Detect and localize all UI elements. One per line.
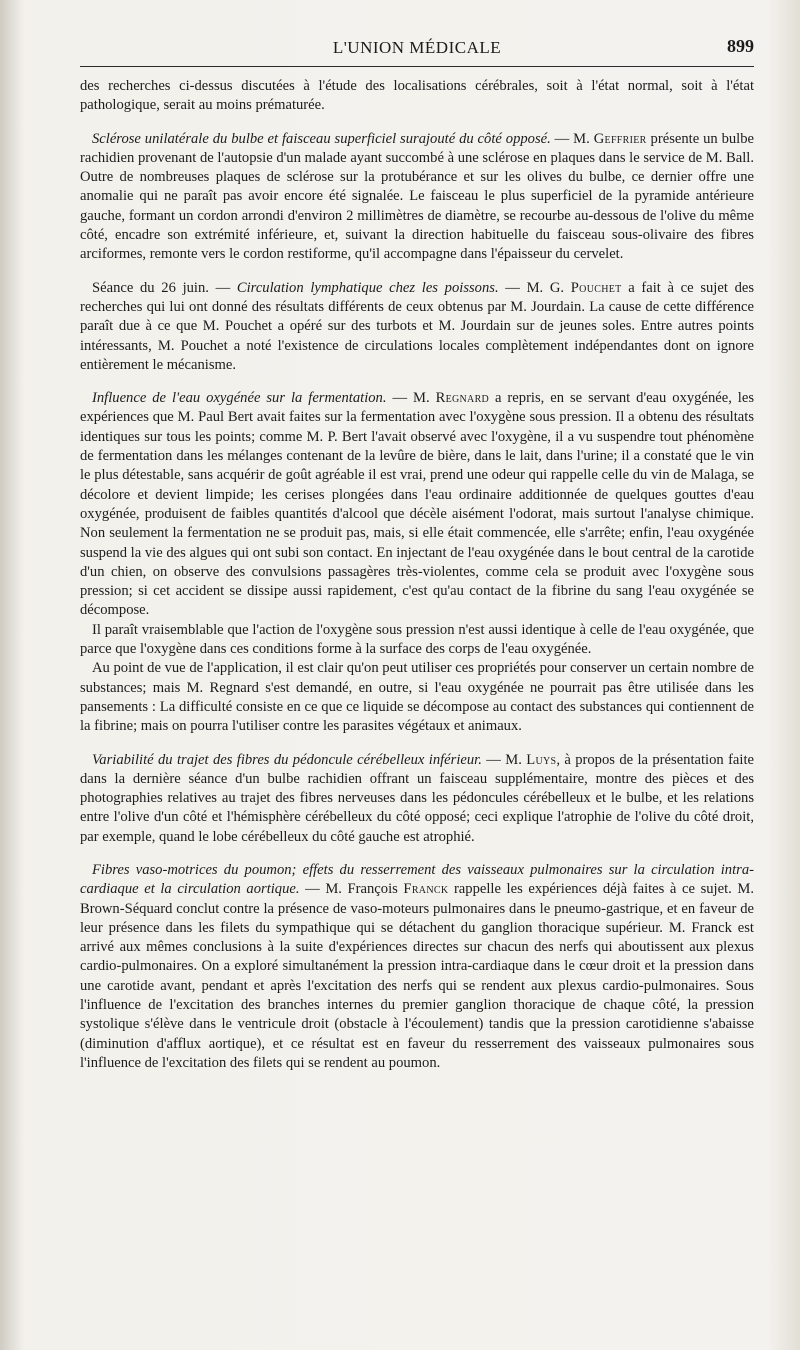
title-dash: — M. xyxy=(550,130,594,147)
paragraph-oxygen-action xyxy=(80,621,754,660)
paragraph-text: présente un bulbe rachidien provenant de l'autopsie d'un malade ayant succombé à une sclérose en plaques dans le service de M. Ball. Outre de nombreuses plaques de sclérose sur la protubérance et sur les olives du bulbe, ce dernier offre une anomalie qui ne paraît pas avoir encore été signalée. Le faisceau le plus superficiel de la pyramide antérieure gauche, formant un cordon arrondi d'environ 2 millimètres de diamètre, se recourbe au-dessous de l'olive du même côté, encadre son extrémité inférieure, et, suivant la direction habituelle du faisceau sous-olivaire des fibres arciformes, remonte vers le cordon restiforme, qu'il accompagne dans l'épaisseur du cervelet. xyxy=(80,130,754,263)
author-name: Geffrier xyxy=(593,130,647,147)
paragraph-franck xyxy=(80,861,754,1073)
paragraph-application xyxy=(80,659,754,736)
author-name: Regnard xyxy=(435,390,490,407)
session-lead: Séance du 26 juin. — xyxy=(92,279,237,296)
paragraph-pouchet xyxy=(80,279,754,375)
paragraph-luys xyxy=(80,751,754,847)
section-title: Sclérose unilatérale du bulbe et faisceau superficiel surajouté du côté opposé. xyxy=(92,130,551,147)
section-title: Circulation lymphatique chez les poissons. xyxy=(236,279,499,296)
author-name: Luys xyxy=(526,751,557,768)
paragraph-text: a fait à ce sujet des recherches qui lui ont donné des résultats différents de ceux obtenus par M. Jourdain. La cause de cette différence paraît due à ce que M. Pouchet a opéré sur des turbots et M. Jourdain sur de jeunes soles. Entre autres points intéressants, M. Pouchet a noté l'existence de circulations locales complètement indépendantes dont on ignore entièrement le mécanisme. xyxy=(80,279,755,373)
title-dash: — M. xyxy=(386,390,436,407)
paragraph-text: a repris, en se servant d'eau oxygénée, les expériences que M. Paul Bert avait faites sur la fermentation avec l'oxygène sous pression. Il a obtenu des résultats identiques sur tous les points; comme M. P. Bert l'avait observé avec l'oxygène, il a vu suspendre tout phénomène de fermentation dans les mélanges contenant de la levûre de bière, dans le lait, dans l'urine; il a constaté que le vin le plus détestable, sans acquérir de goût agréable il est vrai, prend une odeur qui rappelle celle du vin de Malaga, se décolore et devient limpide; les cerises plongées dans l'eau ordinaire additionnée de quelques gouttes d'eau oxygénée, produisent de faibles quantités d'alcool que décèle aisément l'odorat, mais surtout l'analyse chimique. Non seulement la fermentation ne se produit pas, mais, si elle était commencée, elle s'arrête; enfin, l'eau oxygénée suspend la vie des algues qui ont subi son contact. En injectant de l'eau oxygénée dans le bout central de la carotide d'un chien, on observe des convulsions passagères très-violentes, comme cela se produit avec l'oxygène sous pression; si cet accident se dissipe aussi rapidement, c'est qu'au contact de la fibrine du sang l'eau oxygénée se décompose. xyxy=(80,390,754,619)
title-dash: — M. G. xyxy=(498,279,571,296)
title-dash: — M. xyxy=(481,751,527,768)
page-number: 899 xyxy=(727,36,754,56)
title-dash: — M. François xyxy=(299,881,404,898)
paragraph-continuation xyxy=(80,77,754,116)
paragraph-text: rappelle les expériences déjà faites à ce sujet. M. Brown-Séquard conclut contre la présence de vaso-moteurs pulmonaires dans le pneumo-gastrique, et en faveur de leur présence dans les filets du sympathique qui se détachent du ganglion thoracique supérieur. M. Franck est arrivé aux mêmes conclusions à la suite d'expériences directes sur chacun des nerfs qui aboutissent aux plexus cardio-pulmonaires. On a exploré simultanément la pression intra-cardiaque dans le cœur droit et la pression dans une carotide avant, pendant et après l'excitation des nerfs qui se rendent aux plexus cardio-pulmonaires. Sous l'influence de l'excitation des branches internes du premier ganglion thoracique de chaque côté, la pression systolique s'élève dans le ventricule droit (obstacle à l'écoulement) tandis que la pression carotidienne s'abaisse (diminution d'afflux aortique), et ce résultat est en faveur du resserrement des vaisseaux pulmonaires sous l'influence de l'excitation des filets qui se rendent au poumon. xyxy=(80,881,755,1071)
paragraph-geffrier xyxy=(80,130,754,265)
section-title: Fibres vaso-motrices du poumon; effets du resserrement des vaisseaux pulmonaires sur la circulation intra-cardiaque et la circulation aortique. xyxy=(80,861,754,898)
paragraph-regnard xyxy=(80,389,754,621)
paragraph-text: Il paraît vraisemblable que l'action de l'oxygène sous pression n'est aussi identique à celle de l'eau oxygénée, que parce que l'oxygène dans ces conditions forme à la surface des corps de l'eau oxygénée. xyxy=(80,621,754,658)
paragraph-text: Au point de vue de l'application, il est clair qu'on peut utiliser ces propriétés pour conserver un certain nombre de substances; mais M. Regnard s'est demandé, en outre, si l'eau oxygénée ne pourrait pas être utilisée dans les pansements : La difficulté consiste en ce que ce liquide se décompose au contact des substances qui contiennent de la fibrine; mais on pourra l'utiliser contre les parasites végétaux et animaux. xyxy=(80,660,754,735)
author-name: Franck xyxy=(403,881,449,898)
article-body xyxy=(80,77,754,1073)
journal-title: L'UNION MÉDICALE xyxy=(332,38,502,57)
paragraph-text: , à propos de la présentation faite dans la dernière séance d'un bulbe rachidien offrant un faisceau supplémentaire, montre des pièces et des photographies relatives au trajet des fibres nerveuses dans les pédoncules cérébelleux et le bulbe, et les relations entre l'olive d'un côté et l'hémisphère cérébelleux du côté opposé; ceci explique l'atrophie de l'olive du côté droit, par exemple, quand le lobe cérébelleux du côté gauche est atrophié. xyxy=(80,751,755,845)
running-header xyxy=(80,36,754,67)
section-title: Variabilité du trajet des fibres du pédoncule cérébelleux inférieur. xyxy=(92,751,482,768)
paragraph-text: des recherches ci-dessus discutées à l'étude des localisations cérébrales, soit à l'état normal, soit à l'état pathologique, serait au moins prématurée. xyxy=(80,78,754,114)
author-name: Pouchet xyxy=(570,279,622,296)
section-title: Influence de l'eau oxygénée sur la fermentation. xyxy=(92,390,387,407)
